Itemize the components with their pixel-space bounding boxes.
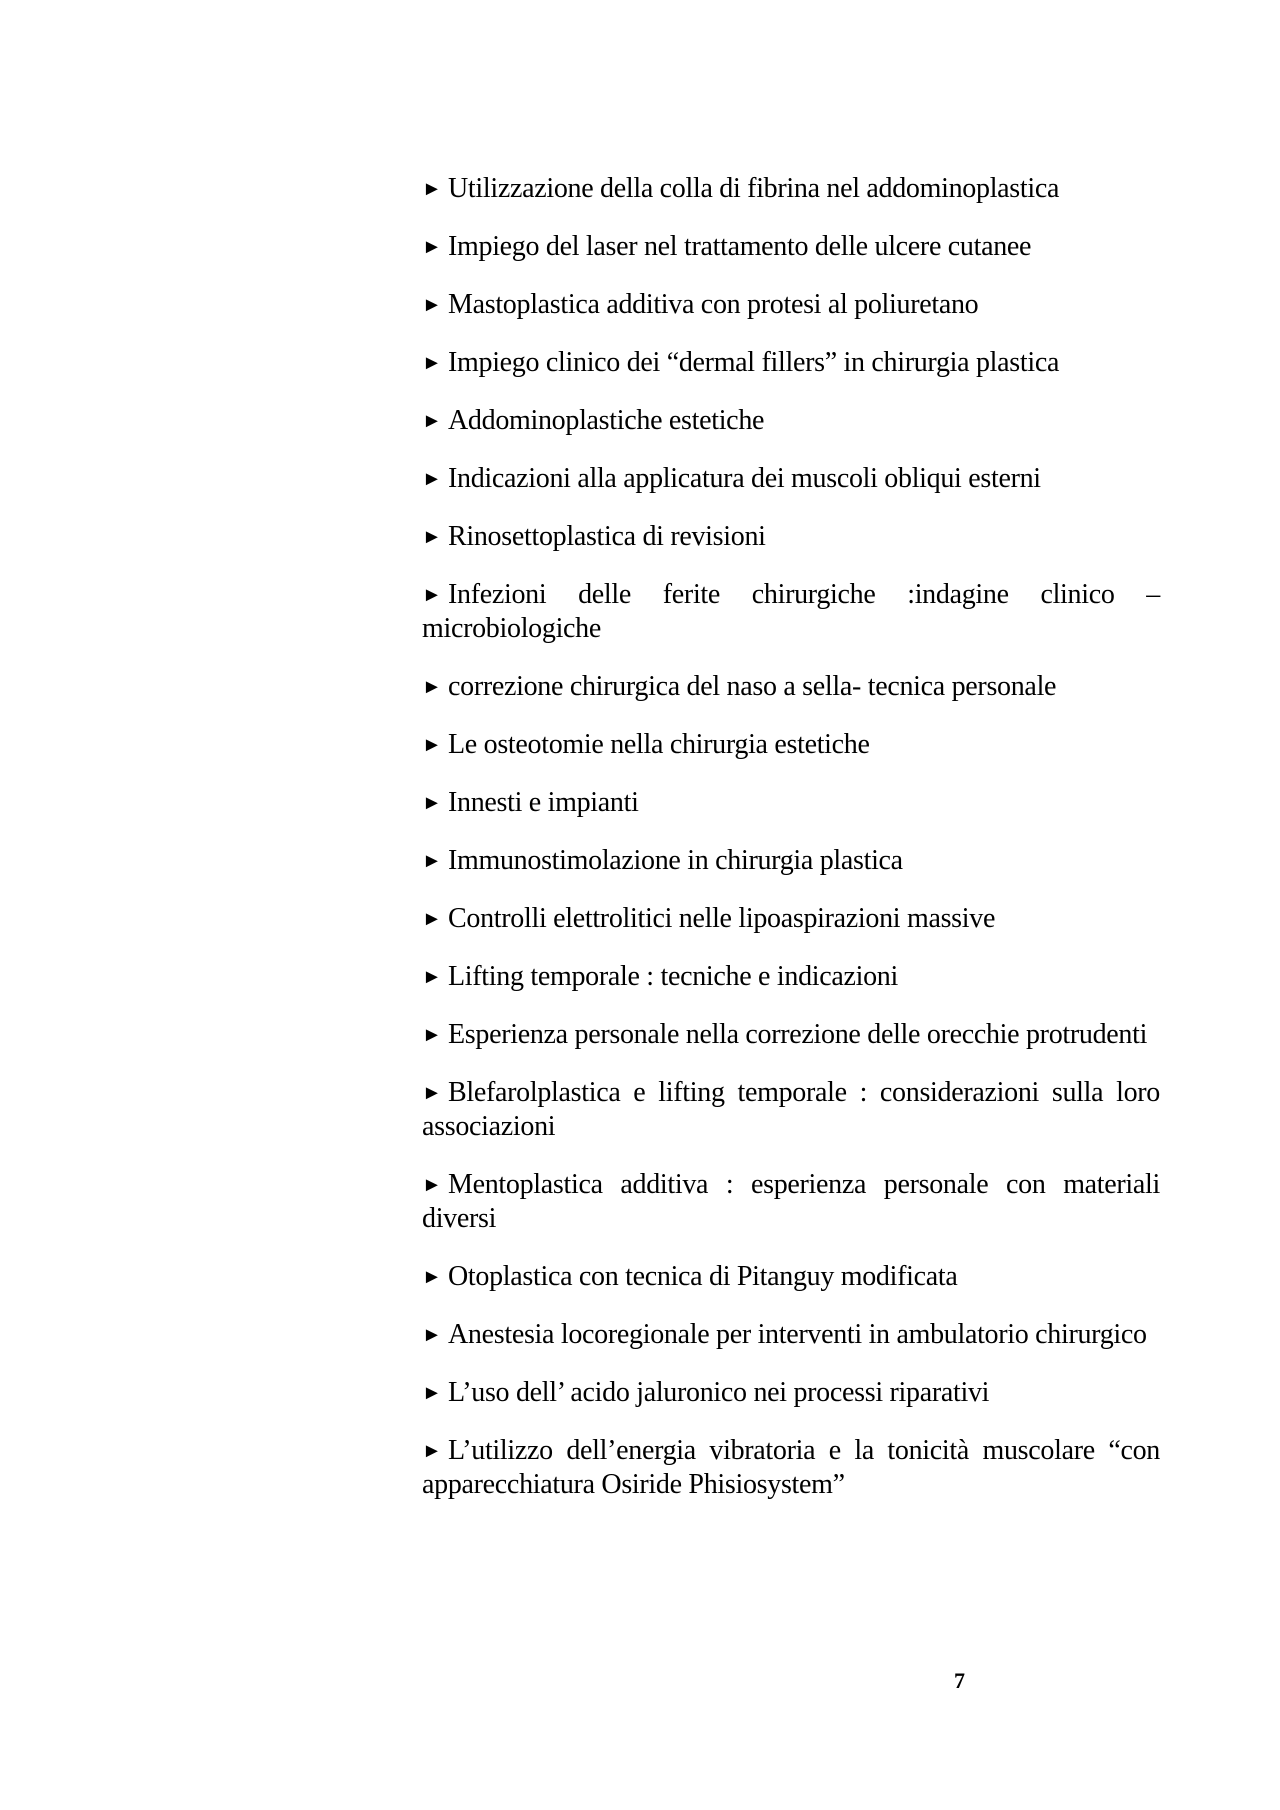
topic-text: Innesti e impianti [448, 787, 639, 818]
topic-text: Infezioni delle ferite chirurgiche :indagine clinico – microbiologiche [422, 579, 1160, 644]
topic-item [422, 404, 1160, 438]
topic-text: Anestesia locoregionale per interventi in ambulatorio chirurgico [448, 1319, 1147, 1350]
topic-item [422, 520, 1160, 554]
topic-item [422, 1318, 1160, 1352]
topic-text: Impiego del laser nel trattamento delle ulcere cutanee [448, 231, 1032, 262]
bullet-arrow-icon: ► [422, 676, 442, 698]
topic-item [422, 1168, 1160, 1236]
topic-item [422, 670, 1160, 704]
topic-item [422, 288, 1160, 322]
bullet-arrow-icon: ► [422, 850, 442, 872]
topic-item [422, 578, 1160, 646]
topic-text: L’uso dell’ acido jaluronico nei processi riparativi [448, 1377, 990, 1408]
topic-text: Mentoplastica additiva : esperienza personale con materiali diversi [422, 1169, 1160, 1234]
topic-text: Utilizzazione della colla di fibrina nel addominoplastica [448, 173, 1060, 204]
topic-item [422, 728, 1160, 762]
topic-item [422, 844, 1160, 878]
topic-text: Controlli elettrolitici nelle lipoaspirazioni massive [448, 903, 996, 934]
bullet-arrow-icon: ► [422, 410, 442, 432]
topic-item [422, 1018, 1160, 1052]
topic-item [422, 960, 1160, 994]
topic-item [422, 1434, 1160, 1502]
topic-item [422, 230, 1160, 264]
bullet-arrow-icon: ► [422, 178, 442, 200]
bullet-arrow-icon: ► [422, 1382, 442, 1404]
bullet-arrow-icon: ► [422, 1082, 442, 1104]
topic-text: Rinosettoplastica di revisioni [448, 521, 766, 552]
page-number: 7 [954, 1668, 965, 1693]
bullet-arrow-icon: ► [422, 1440, 442, 1462]
topic-item [422, 172, 1160, 206]
topic-text: Indicazioni alla applicatura dei muscoli obliqui esterni [448, 463, 1041, 494]
bullet-arrow-icon: ► [422, 1174, 442, 1196]
topic-text: L’utilizzo dell’energia vibratoria e la tonicità muscolare “con apparecchiatura Osiride Phisiosystem” [422, 1435, 1160, 1500]
topic-item [422, 1076, 1160, 1144]
bullet-arrow-icon: ► [422, 584, 442, 606]
bullet-arrow-icon: ► [422, 792, 442, 814]
bullet-arrow-icon: ► [422, 236, 442, 258]
topic-text: Immunostimolazione in chirurgia plastica [448, 845, 903, 876]
topic-item [422, 1260, 1160, 1294]
bullet-arrow-icon: ► [422, 1266, 442, 1288]
topic-text: Mastoplastica additiva con protesi al poliuretano [448, 289, 979, 320]
topic-text: Blefarolplastica e lifting temporale : considerazioni sulla loro associazioni [422, 1077, 1160, 1142]
topic-text: Esperienza personale nella correzione delle orecchie protrudenti [448, 1019, 1148, 1050]
topic-item [422, 786, 1160, 820]
bullet-arrow-icon: ► [422, 294, 442, 316]
bullet-arrow-icon: ► [422, 352, 442, 374]
topic-text: Le osteotomie nella chirurgia estetiche [448, 729, 870, 760]
topic-item [422, 1376, 1160, 1410]
bullet-arrow-icon: ► [422, 468, 442, 490]
topic-text: Lifting temporale : tecniche e indicazioni [448, 961, 898, 992]
topic-item [422, 462, 1160, 496]
topic-item [422, 346, 1160, 380]
bullet-arrow-icon: ► [422, 734, 442, 756]
bullet-arrow-icon: ► [422, 526, 442, 548]
bullet-arrow-icon: ► [422, 966, 442, 988]
topic-text: correzione chirurgica del naso a sella- tecnica personale [448, 671, 1057, 702]
topic-item [422, 902, 1160, 936]
topic-text: Impiego clinico dei “dermal fillers” in chirurgia plastica [448, 347, 1060, 378]
bullet-arrow-icon: ► [422, 1324, 442, 1346]
topic-text: Addominoplastiche estetiche [448, 405, 765, 436]
bullet-arrow-icon: ► [422, 908, 442, 930]
topic-list [422, 172, 1160, 1526]
topic-text: Otoplastica con tecnica di Pitanguy modificata [448, 1261, 958, 1292]
bullet-arrow-icon: ► [422, 1024, 442, 1046]
